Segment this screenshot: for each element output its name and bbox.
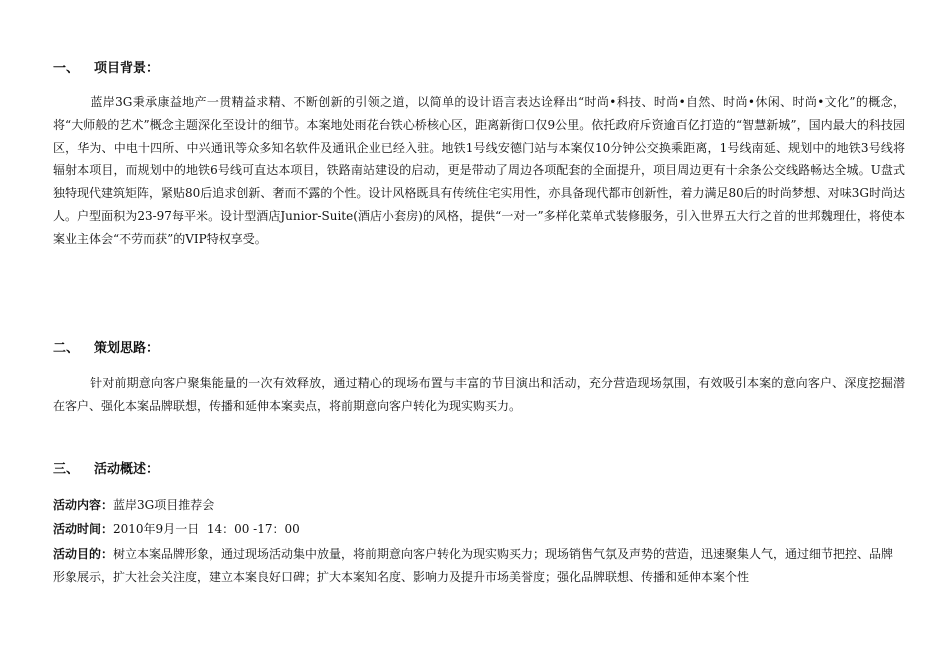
activity-content-label: 活动内容：: [53, 498, 114, 512]
section-number: 二、: [53, 341, 80, 356]
activity-time-label: 活动时间：: [53, 522, 114, 536]
activity-purpose-value: 树立本案品牌形象，通过现场活动集中放量，将前期意向客户转化为现实购买力；现场销售气氛及声势的营造，迅速聚集人气，通过细节把控、品牌形象展示，扩大社会关注度，建立本案良好口碑；扩大本案知名度、影响力及提升市场美誉度；强化品牌联想、传播和延伸本案个性: [53, 547, 894, 584]
planning-paragraph: [53, 372, 905, 418]
background-paragraph: [53, 91, 905, 251]
section-title: 项目背景：: [94, 61, 160, 76]
activity-time-line: [53, 518, 905, 541]
activity-content-value: 蓝岸3G项目推荐会: [113, 498, 215, 512]
section-number: 一、: [53, 61, 80, 76]
section-heading-overview: [53, 461, 159, 479]
section-heading-planning: [53, 340, 159, 358]
activity-content-line: [53, 494, 905, 517]
planning-text: 针对前期意向客户聚集能量的一次有效释放，通过精心的现场布置与丰富的节目演出和活动，充分营造现场氛围，有效吸引本案的意向客户、深度挖掘潜在客户、强化本案品牌联想，传播和延伸本案卖点，将前期意向客户转化为现实购买力。: [53, 376, 905, 413]
section-heading-background: [53, 60, 159, 78]
activity-purpose-line: [53, 543, 905, 589]
activity-time-value: 2010年9月一日 14：00 -17：00: [113, 522, 300, 536]
activity-purpose-label: 活动目的：: [53, 547, 114, 561]
section-title: 活动概述：: [94, 462, 160, 477]
section-title: 策划思路：: [94, 341, 160, 356]
background-text: 蓝岸3G秉承康益地产一贯精益求精、不断创新的引领之道，以简单的设计语言表达诠释出“时尚•科技、时尚•自然、时尚•休闲、时尚•文化”的概念，将“大师般的艺术”概念主题深化至设计的细节。本案地处雨花台铁心桥核心区，距离新街口仅9公里。依托政府斥资逾百亿打造的“智慧新城”，国内最大的科技园区，华为、中电十四所、中兴通讯等众多知名软件及通讯企业已经入驻。地铁1号线安德门站与本案仅10分钟公交换乘距离，1号线南延、规划中的地铁3号线将辐射本项目，而规划中的地铁6号线可直达本项目，铁路南站建设的启动，更是带动了周边各项配套的全面提升，项目周边更有十余条公交线路畅达全城。U盘式独特现代建筑矩阵，紧贴80后追求创新、奢而不露的个性。设计风格既具有传统住宅实用性，亦具备现代都市创新性，着力满足80后的时尚梦想、对味3G时尚达人。户型面积为23-97每平米。设计型酒店Junior-Suite(酒店小套房)的风格，提供“一对一”多样化菜单式装修服务，引入世界五大行之首的世邦魏理仕，将使本案业主体会“不劳而获”的VIP特权享受。: [53, 95, 905, 246]
section-number: 三、: [53, 462, 80, 477]
